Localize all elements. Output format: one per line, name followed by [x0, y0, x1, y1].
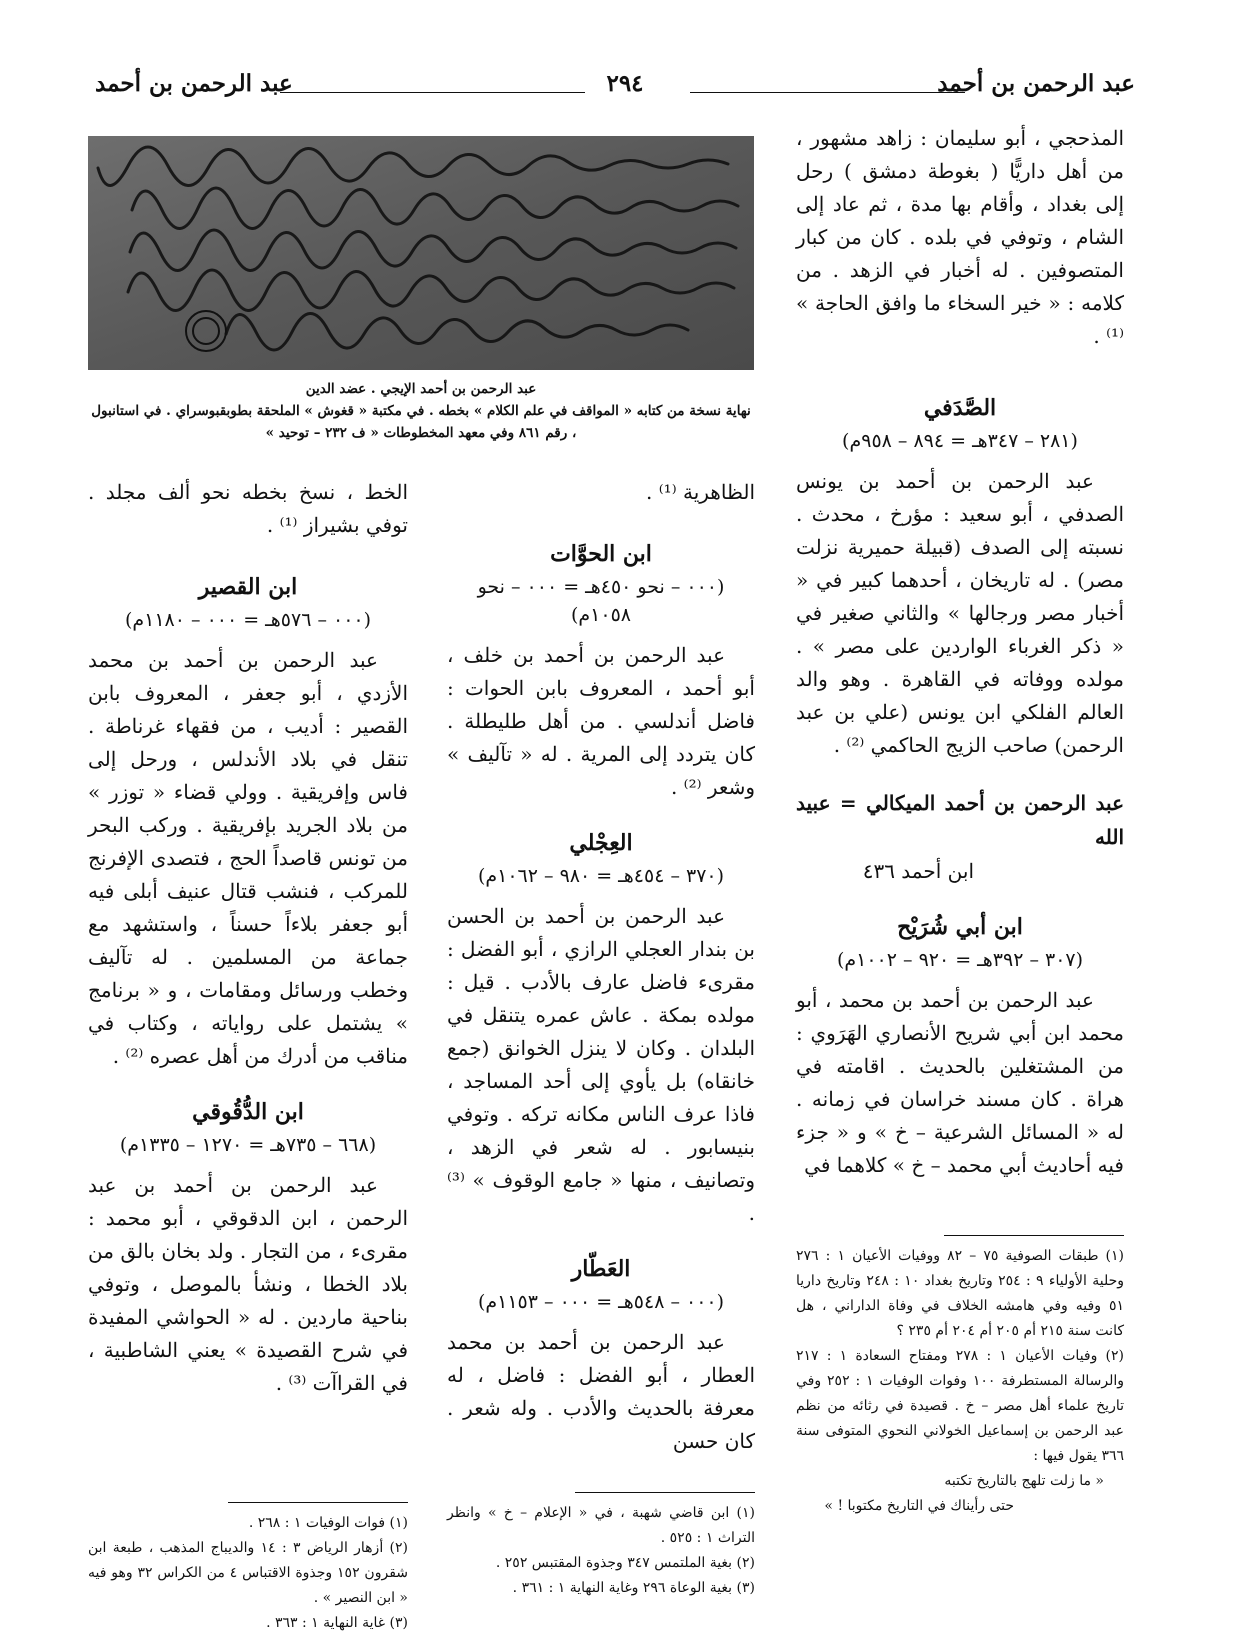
footnotes-middle: [447, 1492, 755, 1601]
caption-title: عبد الرحمن بن أحمد الإيجي . عضد الدين: [305, 381, 537, 397]
column-right: [796, 122, 1124, 1182]
footnote-rule: [944, 1235, 1124, 1236]
column-middle: [447, 476, 755, 1458]
entry-dates-ibn-abi-shurayh: (٣٠٧ – ٣٩٢هـ = ٩٢٠ – ١٠٠٢م): [836, 949, 1084, 971]
page-number: ٢٩٤: [606, 70, 644, 97]
image-caption: [88, 378, 754, 444]
footnote: (١) ابن قاضي شهبة ، في « الإعلام – خ » وانظر التراث ١ : ٥٢٥ .: [447, 1505, 755, 1546]
header-title-right: عبد الرحمن بن أحمد: [937, 70, 1135, 97]
entry-dates-attar: (٠٠٠ – ٥٤٨هـ = ٠٠٠ – ١١٥٣م): [477, 1291, 725, 1313]
footnote: (٢) أزهار الرياض ٣ : ١٤ والديباج المذهب ، طبعة ابن شقرون ١٥٢ وجذوة الاقتباس ٤ من الكراس ٣٢ وهو فيه « ابن النصير » .: [88, 1540, 409, 1606]
entry-title-sadafi: الصَّدَفي: [923, 395, 997, 421]
entry-dates-ibn-al-hawwat: (٠٠٠ – نحو ٤٥٠هـ = ٠٠٠ – نحو ١٠٥٨م): [477, 576, 725, 626]
entry-title-attar: العَطّار: [571, 1256, 631, 1282]
footnote: (١) طبقات الصوفية ٧٥ – ٨٢ ووفيات الأعيان ١ : ٢٧٦ وحلية الأولياء ٩ : ٢٥٤ وتاريخ بغداد ١٠ : ٢٤٨ وتاريخ داريا ٥١ وفيه وفي هامشه الخلاف في وفاة الداراني ، هل كانت سنة ٢١٥ أم ٢٠٥ أم ٢٠٤ أم ٢٣٥ ؟: [796, 1248, 1125, 1339]
entry-title-ibn-abi-shurayh: ابن أبي شُرَيْح: [897, 914, 1023, 940]
entry-body-attar: عبد الرحمن بن أحمد بن محمد العطار ، أبو الفضل : فاضل ، له معرفة بالحديث والأدب . وله شعر . كان حسن: [447, 1330, 755, 1453]
footnote: (٣) غاية النهاية ١ : ٣٦٣ .: [266, 1615, 408, 1631]
footnotes-right: [796, 1235, 1124, 1519]
running-header: [95, 70, 1135, 110]
entry-title-ijli: العِجْلي: [569, 830, 633, 856]
entry-body-ibn-al-hawwat: عبد الرحمن بن أحمد بن خلف ، أبو أحمد ، المعروف بابن الحوات : فاضل أندلسي . من أهل طليطلة . كان يتردد إلى المرية . له « تآليف » وشعر ⁽²⁾ .: [447, 643, 755, 799]
entry-body-ibn-al-qasir: عبد الرحمن بن أحمد بن محمد الأزدي ، أبو جعفر ، المعروف بابن القصير : أديب ، من فقهاء غرناطة . تنقل في بلاد الأندلس ، ورحل إلى فاس وإفريقية . وولي قضاء « توزر » من بلاد الجريد بإفريقية . وركب البحر من تونس قاصداً الحج ، فتصدى الإفرنج للمركب ، فنشب قتال عنيف أبلى فيه أبو جعفر بلاءاً حسناً ، واستشهد مع جماعة من المسلمين . له تآليف وخطب ورسائل ومقامات ، و « برنامج » يشتمل على رواياته ، وكتاب في مناقب من أدرك من أهل عصره ⁽²⁾ .: [88, 648, 408, 1068]
entry-body-ibn-al-daquqi: عبد الرحمن بن أحمد بن عبد الرحمن ، ابن الدقوقي ، أبو محمد : مقرىء ، من التجار . ولد بخان بالق من بلاد الخطا ، ونشأ بالموصل ، وتوفي بناحية ماردين . له « الحواشي المفيدة في شرح القصيدة » يعني الشاطبية ، في القراآت ⁽³⁾ .: [88, 1173, 408, 1395]
footnote-verse: « ما زلت تلهج بالتاريخ تكتبه: [944, 1473, 1104, 1489]
header-rule-right: [690, 92, 965, 93]
column-left: [88, 476, 408, 1400]
entry-body-sadafi: عبد الرحمن بن أحمد بن يونس الصدفي ، أبو سعيد : مؤرخ ، محدث . نسبته إلى الصدف (قبيلة حميرية نزلت مصر) . له تاريخان ، أحدهما كبير في « أخبار مصر ورجالها » والثاني صغير في « ذكر الغرباء الواردين على مصر » . مولده ووفاته في القاهرة . وهو والد العالم الفلكي ابن يونس (علي بن عبد الرحمن) صاحب الزيج الحاكمي ⁽²⁾ .: [796, 469, 1124, 757]
entry-title-ibn-al-qasir: ابن القصير: [198, 574, 298, 600]
header-title-left: عبد الرحمن بن أحمد: [95, 70, 293, 97]
footnote: (١) فوات الوفيات ١ : ٢٦٨ .: [248, 1515, 408, 1531]
entry-dates-ijli: (٣٧٠ – ٤٥٤هـ = ٩٨٠ – ١٠٦٢م): [477, 865, 725, 887]
entry-body-ijli: عبد الرحمن بن أحمد بن الحسن بن بندار العجلي الرازي ، أبو الفضل : مقرىء فاضل عارف بالأدب . قيل : مولده بمكة . عاش عمره يتنقل في البلدان . وكان لا ينزل الخوانق (جمع خانقاه) بل يأوي إلى أحد المساجد ، فاذا عرف الناس مكانه تركه . وتوفي بنيسابور . له شعر في الزهد ، وتصانيف ، منها « جامع الوقوف » ⁽³⁾ .: [447, 904, 755, 1225]
manuscript-image: [88, 136, 754, 370]
entry-dates-ibn-al-daquqi: (٦٦٨ – ٧٣٥هـ = ١٢٧٠ – ١٣٣٥م): [119, 1134, 377, 1156]
footnote: (٣) بغية الوعاة ٢٩٦ وغاية النهاية ١ : ٣٦١ .: [512, 1580, 755, 1596]
cross-reference-main: عبد الرحمن بن أحمد الميكالي = عبيد الله: [796, 791, 1124, 849]
entry-dates-sadafi: (٢٨١ – ٣٤٧هـ = ٨٩٤ – ٩٥٨م): [842, 430, 1078, 452]
continued-text: الخط ، نسخ بخطه نحو ألف مجلد . توفي بشيراز ⁽¹⁾ .: [88, 480, 408, 537]
caption-description: نهاية نسخة من كتابه « المواقف في علم الكلام » بخطه . في مكتبة « قغوش » الملحقة بطوبقبوسراي . في استانبول ، رقم ٨٦١ وفي معهد المخطوطات « ف ٢٣٢ – توحيد »: [91, 403, 751, 441]
header-rule-left: [280, 92, 585, 93]
footnotes-left: [88, 1502, 408, 1636]
footnote: (٢) وفيات الأعيان ١ : ٢٧٨ ومفتاح السعادة ١ : ٢١٧ والرسالة المستطرفة ١٠٠ وفوات الوفيات ١ : ٢٥٢ وفي تاريخ علماء أهل مصر – خ . قصيدة في رثائه من نظم عبد الرحمن بن إسماعيل الخولاني النحوي المتوفى سنة ٣٦٦ يقول فيها :: [796, 1348, 1125, 1464]
entry-title-ibn-al-daquqi: ابن الدُّقُوقي: [192, 1099, 304, 1125]
footnote: (٢) بغية الملتمس ٣٤٧ وجذوة المقتبس ٢٥٢ .: [495, 1555, 755, 1571]
cross-reference: [796, 786, 1124, 888]
cross-reference-sub: ابن أحمد ٤٣٦: [862, 859, 974, 883]
footnote-rule: [575, 1492, 755, 1493]
continued-text: الظاهرية ⁽¹⁾ .: [646, 480, 755, 504]
entry-body-ibn-abi-shurayh: عبد الرحمن بن أحمد بن محمد ، أبو محمد ابن أبي شريح الأنصاري الهَرَوي : من المشتغلين بالحديث . اقامته في هراة . كان مسند خراسان في زمانه . له « المسائل الشرعية – خ » و « جزء فيه أحاديث أبي محمد – خ » كلاهما في: [796, 988, 1124, 1177]
footnote-verse: حتى رأيناك في التاريخ مكتوبا ! »: [824, 1498, 1014, 1514]
manuscript-photo: [88, 136, 754, 370]
entry-title-ibn-al-hawwat: ابن الحوَّات: [550, 541, 652, 567]
entry-dates-ibn-al-qasir: (٠٠٠ – ٥٧٦هـ = ٠٠٠ – ١١٨٠م): [124, 609, 372, 631]
continued-text: المذحجي ، أبو سليمان : زاهد مشهور ، من أهل داريًّا ( بغوطة دمشق ) رحل إلى بغداد ، وأقام بها مدة ، ثم عاد إلى الشام ، وتوفي في بلده . كان من كبار المتصوفين . له أخبار في الزهد . من كلامه : « خير السخاء ما وافق الحاجة » ⁽¹⁾ .: [796, 126, 1124, 348]
footnote-rule: [228, 1502, 408, 1503]
